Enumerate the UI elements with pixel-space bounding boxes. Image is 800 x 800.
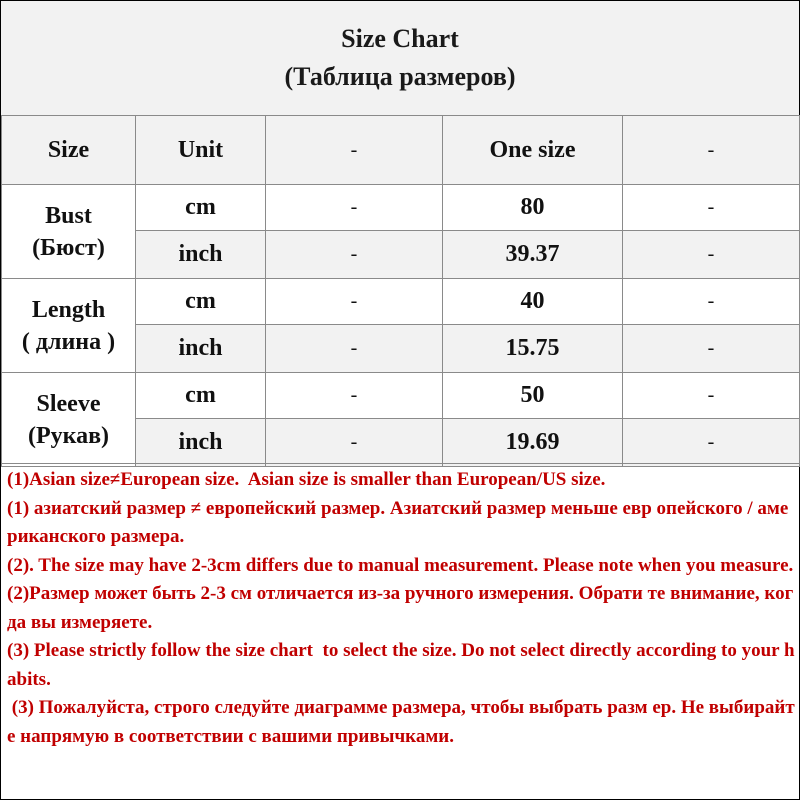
blank-cell: - <box>623 279 800 325</box>
note-1-en: (1)Asian size≠European size. Asian size is smaller than European/US size. <box>7 469 606 490</box>
chart-title-ru: (Таблица размеров) <box>284 62 516 91</box>
note-2-en: (2). The size may have 2-3cm differs due to manual measurement. Please note when you measure. <box>7 554 794 576</box>
blank-cell: - <box>266 279 443 325</box>
header-size: Size <box>2 116 136 185</box>
table-header-row <box>2 116 800 185</box>
header-blank-1: - <box>266 116 443 185</box>
unit-cell: cm <box>136 185 266 231</box>
blank-cell: - <box>266 231 443 279</box>
row-label-en: Length <box>31 296 106 323</box>
blank-cell: - <box>623 373 800 419</box>
unit-cell: cm <box>136 373 266 419</box>
value-cell: 39.37 <box>443 231 623 279</box>
header-unit: Unit <box>136 116 266 185</box>
note-1-ru: (1) азиатский размер ≠ европейский размер. Азиатский размер меньше евр опейского / американского размера. <box>7 497 789 547</box>
table-row <box>2 279 800 325</box>
blank-cell: - <box>623 185 800 231</box>
row-label-length <box>2 279 136 373</box>
blank-cell: - <box>623 325 800 373</box>
size-table <box>1 115 800 467</box>
table-row <box>2 185 800 231</box>
row-label-en: Bust <box>45 202 92 229</box>
note-3-en: (3) Please strictly follow the size chart to select the size. Do not select directly according to your habits. <box>7 640 795 690</box>
unit-cell: inch <box>136 325 266 373</box>
table-row <box>2 373 800 419</box>
unit-cell: inch <box>136 231 266 279</box>
unit-cell: cm <box>136 279 266 325</box>
blank-cell: - <box>266 325 443 373</box>
row-label-bust <box>2 185 136 279</box>
chart-title <box>1 1 799 116</box>
row-label-sleeve <box>2 373 136 467</box>
row-label-ru: (Бюст) <box>32 234 105 261</box>
blank-cell: - <box>266 185 443 231</box>
blank-cell: - <box>623 231 800 279</box>
value-cell: 15.75 <box>443 325 623 373</box>
row-label-en: Sleeve <box>36 390 101 417</box>
blank-cell: - <box>623 419 800 467</box>
size-notes <box>1 463 799 799</box>
value-cell: 19.69 <box>443 419 623 467</box>
blank-cell: - <box>266 373 443 419</box>
row-label-ru: (Рукав) <box>27 422 110 449</box>
note-3-ru: (3) Пожалуйста, строго следуйте диаграмме размера, чтобы выбрать разм ер. Не выбирайте напрямую в соответствии с вашими привычками. <box>7 697 795 747</box>
value-cell: 50 <box>443 373 623 419</box>
value-cell: 80 <box>443 185 623 231</box>
header-blank-2: - <box>623 116 800 185</box>
blank-cell: - <box>266 419 443 467</box>
row-label-ru: ( длина ) <box>21 328 116 355</box>
header-one-size: One size <box>443 116 623 185</box>
unit-cell: inch <box>136 419 266 467</box>
chart-title-en: Size Chart <box>341 24 459 53</box>
note-2-ru: (2)Размер может быть 2-3 см отличается из-за ручного измерения. Обрати те внимание, когда вы измеряете. <box>7 583 794 633</box>
value-cell: 40 <box>443 279 623 325</box>
